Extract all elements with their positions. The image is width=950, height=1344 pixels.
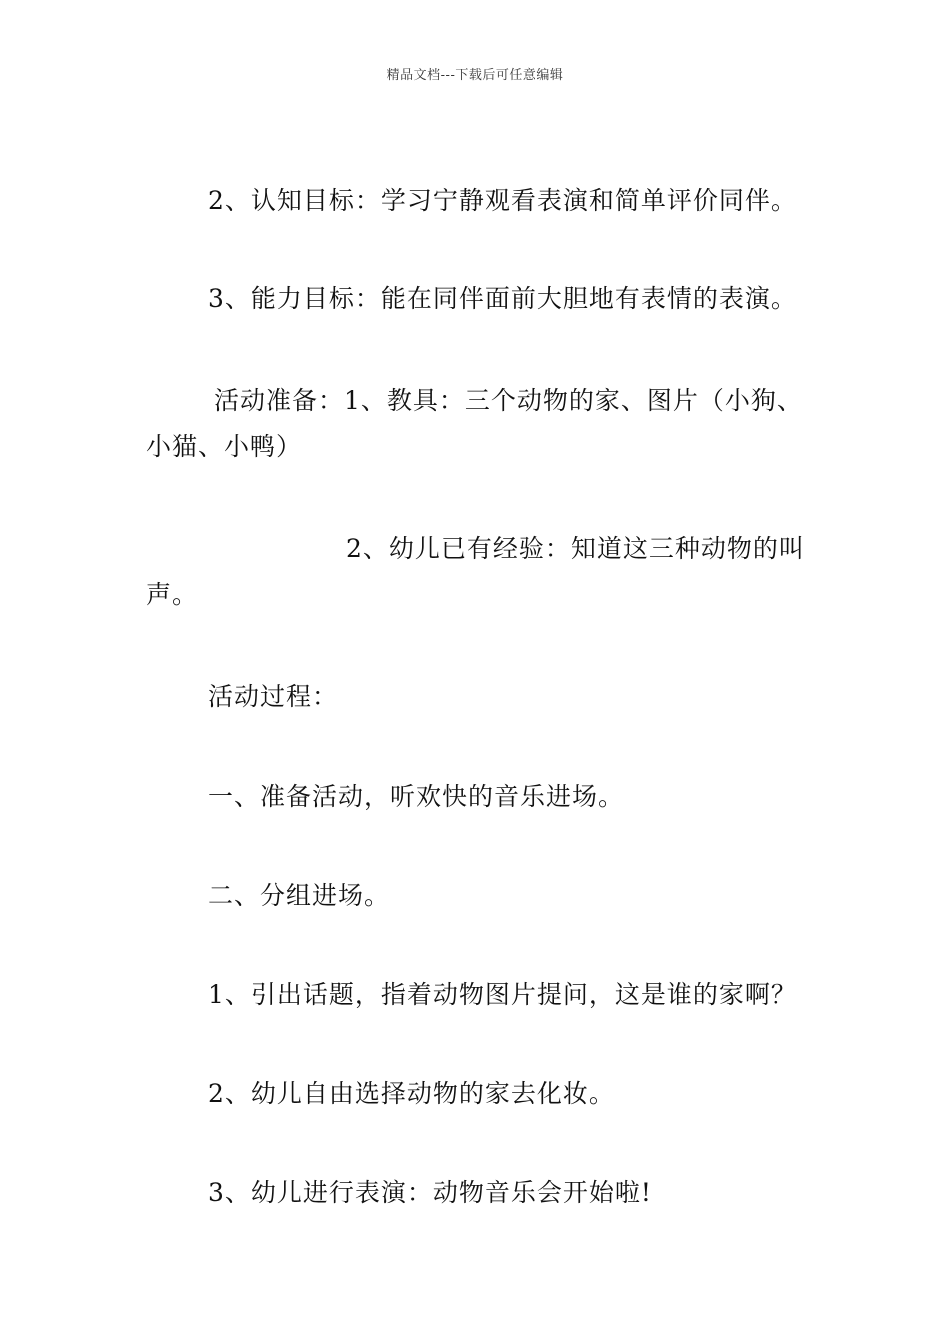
paragraph-activity-process-heading: 活动过程： [208,682,339,711]
page-header: 精品文档---下载后可任意编辑 [386,68,564,83]
paragraph-cognitive-goal: 2、认知目标：学习宁静观看表演和简单评价同伴。 [208,186,797,215]
paragraph-prior-experience: 2、幼儿已有经验：知道这三种动物的叫声。 [146,534,805,609]
paragraph-substep-2: 2、幼儿自由选择动物的家去化妆。 [208,1079,615,1108]
paragraph-substep-1: 1、引出话题，指着动物图片提问，这是谁的家啊？ [208,980,797,1009]
paragraph-step-two: 二、分组进场。 [208,881,391,910]
paragraph-step-one: 一、准备活动，听欢快的音乐进场。 [208,782,625,811]
paragraph-ability-goal: 3、能力目标：能在同伴面前大胆地有表情的表演。 [208,284,797,313]
paragraph-substep-3: 3、幼儿进行表演：动物音乐会开始啦! [208,1178,652,1207]
paragraph-activity-preparation: 活动准备：1、教具：三个动物的家、图片（小狗、小猫、小鸭） [146,386,803,461]
